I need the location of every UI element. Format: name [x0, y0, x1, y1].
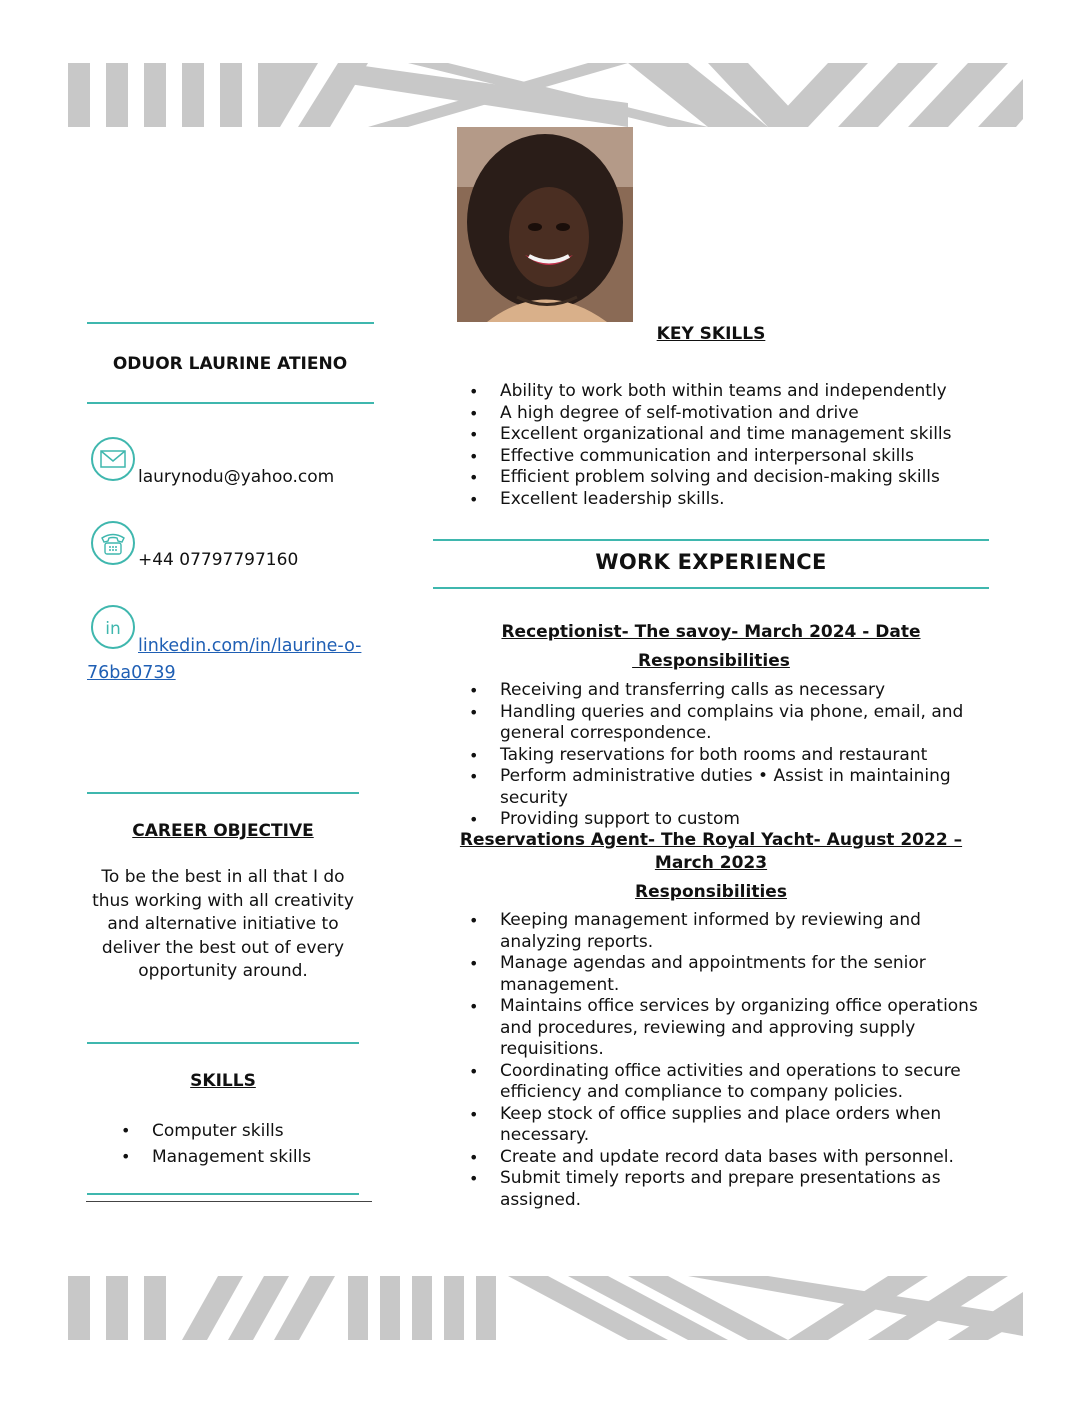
list-item: • Excellent organizational and time management skills	[500, 424, 980, 446]
skills-heading: SKILLS	[190, 1071, 256, 1091]
candidate-name: ODUOR LAURINE ATIENO	[112, 354, 348, 374]
key-skills-heading: KEY SKILLS	[656, 324, 766, 344]
responsibilities-label: Responsibilities	[635, 882, 787, 902]
list-item: • Maintains office services by organizing office operations and procedures, reviewing and approving supply requisitions.	[500, 996, 985, 1061]
responsibilities-label: Responsibilities	[632, 651, 790, 671]
divider-line	[87, 322, 374, 324]
list-item: • Submit timely reports and prepare presentations as assigned.	[500, 1168, 985, 1211]
divider-line	[433, 539, 989, 541]
list-item: • Taking reservations for both rooms and restaurant	[500, 745, 985, 767]
divider-line	[87, 1193, 359, 1195]
list-item: • A high degree of self-motivation and drive	[500, 403, 980, 425]
stripe-pattern-graphic	[68, 1276, 1023, 1340]
list-item: • Efficient problem solving and decision-making skills	[500, 467, 980, 489]
list-item: • Coordinating office activities and operations to secure efficiency and compliance to company policies.	[500, 1061, 985, 1104]
job-title: Receptionist- The savoy- March 2024 - Date	[501, 622, 921, 642]
list-item: • Perform administrative duties • Assist in maintaining security	[500, 766, 985, 809]
career-objective-heading: CAREER OBJECTIVE	[132, 821, 314, 841]
list-item: • Keeping management informed by reviewing and analyzing reports.	[500, 910, 985, 953]
stripe-pattern-graphic	[68, 63, 1023, 127]
divider-line	[87, 1042, 359, 1044]
header-pattern-band	[68, 63, 1023, 127]
list-item: • Excellent leadership skills.	[500, 489, 980, 511]
footer-pattern-band	[68, 1276, 1023, 1340]
linkedin-link[interactable]	[87, 633, 367, 687]
list-item: • Effective communication and interpersonal skills	[500, 446, 980, 468]
email-text[interactable]: laurynodu@yahoo.com	[138, 467, 335, 487]
divider-line	[87, 792, 359, 794]
list-item: • Computer skills	[152, 1118, 311, 1144]
job-title: Reservations Agent- The Royal Yacht- August 2022 – March 2023	[459, 830, 963, 873]
list-item: • Receiving and transferring calls as necessary	[500, 680, 985, 702]
divider-line	[433, 587, 989, 589]
list-item: • Ability to work both within teams and independently	[500, 381, 980, 403]
svg-text:in: in	[105, 619, 121, 639]
list-item: • Keep stock of office supplies and place orders when necessary.	[500, 1104, 985, 1147]
linkedin-url[interactable]: linkedin.com/in/laurine-o-76ba0739	[87, 636, 362, 683]
list-item: • Providing support to custom	[500, 809, 985, 831]
job-responsibilities-list	[500, 680, 985, 831]
work-experience-heading: WORK EXPERIENCE	[595, 550, 827, 574]
list-item: • Manage agendas and appointments for the senior management.	[500, 953, 985, 996]
email-icon	[91, 437, 135, 481]
divider-line	[87, 402, 374, 404]
divider-line	[86, 1201, 372, 1202]
list-item: • Handling queries and complains via phone, email, and general correspondence.	[500, 702, 985, 745]
career-objective-text: To be the best in all that I do thus working with all creativity and alternative initiative to deliver the best out of every opportunity around.	[92, 867, 354, 981]
phone-icon	[91, 521, 135, 565]
key-skills-list	[500, 381, 980, 510]
job-responsibilities-list	[500, 910, 985, 1211]
list-item: • Management skills	[152, 1144, 311, 1170]
phone-text[interactable]: +44 07797797160	[138, 550, 299, 570]
profile-photo	[457, 127, 633, 322]
skills-list	[152, 1118, 311, 1170]
list-item: • Create and update record data bases with personnel.	[500, 1147, 985, 1169]
